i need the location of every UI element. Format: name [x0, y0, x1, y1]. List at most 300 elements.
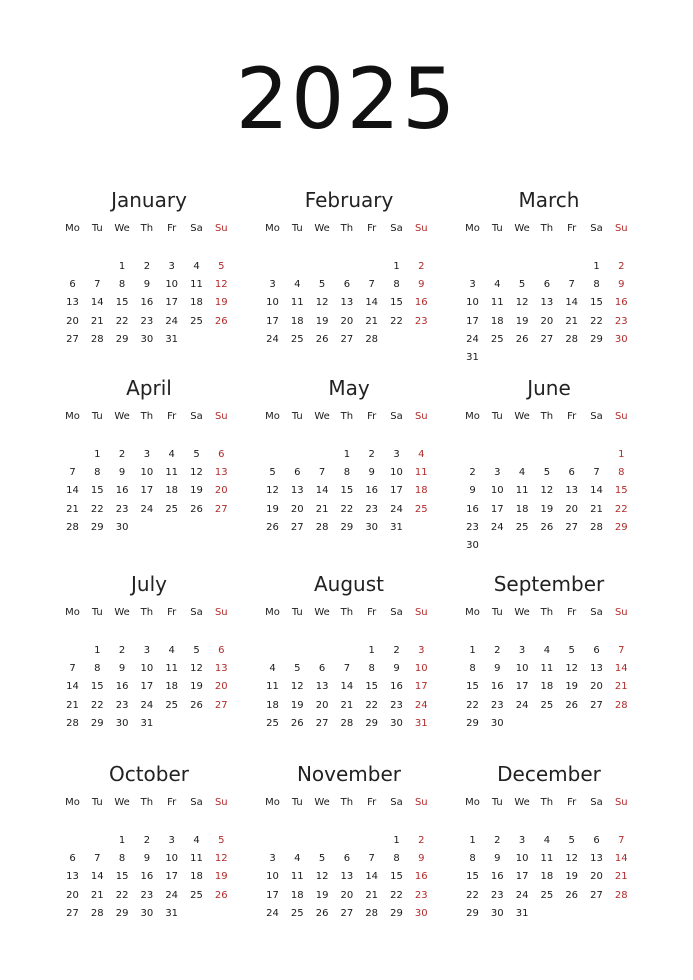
- day-cell: 22: [115, 889, 129, 901]
- day-cell: 18: [414, 485, 428, 497]
- day-cell: 22: [466, 889, 479, 901]
- day-cell: 14: [614, 663, 628, 675]
- day-cell: 20: [66, 315, 79, 327]
- weekday-header: Fr: [167, 223, 177, 234]
- weekday-header: Mo: [65, 797, 80, 808]
- day-cell: 19: [190, 681, 203, 693]
- day-cell: 22: [390, 889, 403, 901]
- day-cell: 30: [614, 333, 628, 345]
- day-cell: 28: [315, 521, 329, 533]
- day-cell: 16: [466, 503, 479, 515]
- day-cell: 3: [269, 853, 276, 865]
- day-cell: 22: [614, 503, 628, 515]
- day-cell: 9: [494, 663, 501, 675]
- day-cell: 6: [568, 467, 575, 479]
- day-cell: 2: [618, 261, 625, 272]
- day-cell: 15: [390, 871, 403, 883]
- day-cell: 31: [414, 717, 428, 729]
- day-cell: 7: [568, 279, 575, 291]
- day-cell: 25: [266, 717, 279, 729]
- day-cell: 6: [343, 279, 351, 291]
- day-cell: 1: [469, 835, 476, 846]
- day-cell: 19: [515, 315, 529, 327]
- weekday-header: We: [514, 411, 530, 422]
- day-cell: 12: [315, 297, 329, 309]
- day-cell: 7: [94, 279, 101, 291]
- day-cell: 18: [515, 503, 529, 515]
- day-cell: 1: [118, 835, 126, 846]
- day-cell: 25: [515, 521, 529, 533]
- day-cell: 4: [518, 467, 526, 479]
- weekday-header: Th: [140, 797, 154, 808]
- day-cell: 2: [368, 449, 375, 460]
- month-title: May: [328, 376, 370, 400]
- weekday-header: Mo: [65, 411, 80, 422]
- weekday-header: We: [114, 607, 130, 618]
- weekday-header: Sa: [190, 223, 203, 234]
- weekday-header: We: [314, 223, 330, 234]
- day-cell: 2: [418, 261, 425, 272]
- day-cell: 14: [365, 871, 379, 883]
- day-cell: 18: [190, 871, 203, 883]
- day-cell: 29: [590, 333, 603, 345]
- day-cell: 10: [165, 853, 179, 865]
- day-cell: 8: [343, 467, 351, 479]
- weekday-header: Sa: [390, 607, 403, 618]
- weekday-header: Mo: [465, 797, 480, 808]
- day-cell: 30: [466, 540, 479, 551]
- day-cell: 15: [340, 485, 354, 497]
- day-cell: 21: [90, 315, 104, 327]
- day-cell: 13: [340, 871, 354, 883]
- day-cell: 8: [469, 663, 476, 675]
- day-cell: 5: [294, 663, 301, 675]
- day-cell: 9: [418, 853, 425, 865]
- day-cell: 29: [390, 907, 403, 919]
- day-cell: 11: [190, 279, 203, 291]
- day-cell: 15: [466, 681, 479, 693]
- day-cell: 22: [90, 699, 104, 711]
- day-cell: 10: [266, 297, 279, 309]
- day-cell: 28: [614, 699, 628, 711]
- day-cell: 12: [266, 485, 279, 497]
- day-cell: 23: [365, 503, 379, 515]
- day-cell: 29: [115, 333, 129, 345]
- weekday-header: Tu: [91, 223, 103, 234]
- day-cell: 19: [190, 485, 203, 497]
- day-cell: 8: [118, 279, 126, 291]
- day-cell: 31: [515, 907, 529, 919]
- weekday-header: Su: [414, 411, 428, 422]
- day-cell: 4: [418, 449, 425, 460]
- day-cell: 25: [165, 699, 179, 711]
- day-cell: 14: [365, 297, 379, 309]
- weekday-header: Sa: [190, 607, 203, 618]
- month-title: April: [126, 376, 172, 400]
- weekday-header: Th: [540, 607, 554, 618]
- weekday-header: Tu: [491, 797, 503, 808]
- day-cell: 16: [490, 681, 504, 693]
- day-cell: 30: [140, 907, 154, 919]
- day-cell: 21: [365, 315, 379, 327]
- day-cell: 2: [469, 467, 476, 479]
- day-cell: 24: [390, 503, 403, 515]
- day-cell: 2: [143, 835, 151, 846]
- day-cell: 8: [618, 467, 625, 479]
- day-cell: 28: [590, 521, 603, 533]
- day-cell: 15: [365, 681, 379, 693]
- day-cell: 30: [490, 717, 504, 729]
- day-cell: 18: [190, 297, 203, 309]
- day-cell: 16: [414, 297, 428, 309]
- day-cell: 20: [340, 315, 354, 327]
- day-cell: 17: [490, 503, 504, 515]
- day-cell: 5: [218, 261, 225, 272]
- day-cell: 13: [590, 663, 603, 675]
- day-cell: 1: [343, 449, 351, 460]
- day-cell: 17: [515, 871, 529, 883]
- day-cell: 2: [418, 835, 425, 846]
- day-cell: 19: [214, 297, 228, 309]
- month-title: August: [314, 572, 384, 596]
- day-cell: 31: [466, 352, 479, 363]
- day-cell: 10: [140, 663, 154, 675]
- day-cell: 17: [515, 681, 529, 693]
- day-cell: 3: [494, 467, 501, 479]
- day-cell: 5: [269, 467, 276, 479]
- day-cell: 23: [466, 521, 479, 533]
- day-cell: 6: [218, 449, 225, 460]
- weekday-header: Su: [214, 223, 228, 234]
- day-cell: 25: [540, 699, 554, 711]
- day-cell: 8: [469, 853, 476, 865]
- day-cell: 20: [290, 503, 304, 515]
- weekday-header: Su: [614, 411, 628, 422]
- day-cell: 16: [490, 871, 504, 883]
- month-title: February: [304, 188, 394, 212]
- day-cell: 25: [190, 889, 203, 901]
- day-cell: 4: [543, 645, 551, 656]
- day-cell: 26: [190, 503, 203, 515]
- day-cell: 10: [515, 663, 529, 675]
- day-cell: 21: [90, 889, 104, 901]
- day-cell: 31: [140, 717, 154, 729]
- day-cell: 26: [214, 315, 228, 327]
- day-cell: 2: [143, 261, 151, 272]
- day-cell: 5: [568, 835, 575, 846]
- day-cell: 7: [94, 853, 101, 865]
- day-cell: 24: [266, 333, 279, 345]
- day-cell: 15: [590, 297, 603, 309]
- day-cell: 10: [266, 871, 279, 883]
- day-cell: 11: [165, 467, 179, 479]
- day-cell: 15: [466, 871, 479, 883]
- day-cell: 21: [315, 503, 329, 515]
- day-cell: 1: [94, 449, 101, 460]
- day-cell: 3: [518, 835, 526, 846]
- day-cell: 10: [390, 467, 403, 479]
- day-cell: 12: [214, 279, 228, 291]
- day-cell: 28: [66, 521, 79, 533]
- day-cell: 7: [593, 467, 600, 479]
- day-cell: 9: [118, 467, 126, 479]
- weekday-header: Su: [214, 607, 228, 618]
- weekday-header: Th: [540, 411, 554, 422]
- day-cell: 10: [165, 279, 179, 291]
- day-cell: 5: [568, 645, 575, 656]
- year-title: 2025: [235, 50, 458, 148]
- day-cell: 25: [414, 503, 428, 515]
- day-cell: 31: [165, 907, 179, 919]
- day-cell: 2: [118, 645, 126, 656]
- day-cell: 17: [140, 681, 154, 693]
- day-cell: 28: [90, 907, 104, 919]
- day-cell: 19: [315, 889, 329, 901]
- day-cell: 17: [266, 315, 279, 327]
- day-cell: 4: [494, 279, 501, 291]
- day-cell: 14: [590, 485, 603, 497]
- day-cell: 28: [365, 907, 379, 919]
- day-cell: 20: [214, 485, 228, 497]
- day-cell: 26: [190, 699, 203, 711]
- day-cell: 2: [494, 835, 501, 846]
- day-cell: 23: [115, 503, 129, 515]
- day-cell: 26: [565, 889, 579, 901]
- day-cell: 8: [94, 467, 101, 479]
- day-cell: 27: [540, 333, 554, 345]
- weekday-header: Mo: [465, 607, 480, 618]
- day-cell: 24: [414, 699, 428, 711]
- day-cell: 14: [315, 485, 329, 497]
- day-cell: 30: [365, 521, 379, 533]
- day-cell: 17: [266, 889, 279, 901]
- day-cell: 19: [565, 681, 579, 693]
- weekday-header: Su: [414, 607, 428, 618]
- day-cell: 4: [168, 449, 175, 460]
- day-cell: 23: [140, 889, 154, 901]
- day-cell: 25: [490, 333, 504, 345]
- weekday-header: We: [314, 797, 330, 808]
- day-cell: 30: [490, 907, 504, 919]
- day-cell: 10: [466, 297, 479, 309]
- day-cell: 11: [165, 663, 179, 675]
- day-cell: 13: [214, 663, 228, 675]
- day-cell: 28: [365, 333, 379, 345]
- weekday-header: Th: [140, 223, 154, 234]
- day-cell: 5: [193, 449, 200, 460]
- day-cell: 17: [165, 297, 179, 309]
- day-cell: 19: [214, 871, 228, 883]
- day-cell: 22: [466, 699, 479, 711]
- day-cell: 5: [518, 279, 526, 291]
- weekday-header: Su: [614, 607, 628, 618]
- day-cell: 7: [368, 853, 375, 865]
- day-cell: 7: [69, 467, 76, 479]
- day-cell: 11: [540, 663, 554, 675]
- day-cell: 11: [515, 485, 529, 497]
- day-cell: 10: [515, 853, 529, 865]
- day-cell: 20: [315, 699, 329, 711]
- day-cell: 3: [168, 261, 175, 272]
- day-cell: 9: [494, 853, 501, 865]
- day-cell: 2: [118, 449, 126, 460]
- day-cell: 9: [368, 467, 375, 479]
- weekday-header: We: [514, 223, 530, 234]
- day-cell: 5: [318, 853, 326, 865]
- day-cell: 4: [193, 261, 200, 272]
- day-cell: 3: [143, 449, 151, 460]
- day-cell: 17: [414, 681, 428, 693]
- weekday-header: Tu: [91, 797, 103, 808]
- day-cell: 12: [190, 663, 203, 675]
- day-cell: 28: [565, 333, 579, 345]
- day-cell: 18: [490, 315, 504, 327]
- weekday-header: Sa: [590, 411, 603, 422]
- weekday-header: We: [114, 797, 130, 808]
- day-cell: 12: [190, 467, 203, 479]
- day-cell: 21: [66, 699, 79, 711]
- day-cell: 14: [614, 853, 628, 865]
- day-cell: 30: [115, 717, 129, 729]
- day-cell: 15: [115, 871, 129, 883]
- day-cell: 6: [69, 853, 76, 865]
- day-cell: 20: [214, 681, 228, 693]
- day-cell: 10: [140, 467, 154, 479]
- day-cell: 4: [294, 853, 301, 865]
- day-cell: 24: [515, 699, 529, 711]
- day-cell: 16: [614, 297, 628, 309]
- weekday-header: Fr: [167, 411, 177, 422]
- day-cell: 24: [140, 699, 154, 711]
- day-cell: 22: [365, 699, 379, 711]
- day-cell: 26: [540, 521, 554, 533]
- day-cell: 16: [115, 681, 129, 693]
- day-cell: 20: [540, 315, 554, 327]
- weekday-header: Tu: [291, 607, 303, 618]
- day-cell: 2: [393, 645, 400, 656]
- weekday-header: Tu: [291, 411, 303, 422]
- day-cell: 26: [315, 333, 329, 345]
- day-cell: 23: [115, 699, 129, 711]
- day-cell: 23: [390, 699, 403, 711]
- day-cell: 11: [540, 853, 554, 865]
- day-cell: 1: [94, 645, 101, 656]
- day-cell: 27: [590, 889, 603, 901]
- day-cell: 9: [118, 663, 126, 675]
- day-cell: 7: [318, 467, 326, 479]
- month-title: January: [111, 188, 187, 212]
- weekday-header: Tu: [491, 607, 503, 618]
- weekday-header: Su: [614, 223, 628, 234]
- day-cell: 27: [590, 699, 603, 711]
- weekday-header: Fr: [367, 797, 377, 808]
- day-cell: 27: [66, 907, 79, 919]
- day-cell: 21: [565, 315, 579, 327]
- weekday-header: Sa: [590, 607, 603, 618]
- weekday-header: We: [314, 411, 330, 422]
- day-cell: 3: [168, 835, 175, 846]
- day-cell: 30: [140, 333, 154, 345]
- day-cell: 25: [540, 889, 554, 901]
- day-cell: 1: [393, 835, 400, 846]
- day-cell: 24: [515, 889, 529, 901]
- day-cell: 24: [466, 333, 479, 345]
- day-cell: 17: [390, 485, 403, 497]
- day-cell: 18: [540, 871, 554, 883]
- day-cell: 26: [266, 521, 279, 533]
- day-cell: 22: [390, 315, 403, 327]
- day-cell: 31: [165, 333, 179, 345]
- day-cell: 15: [390, 297, 403, 309]
- weekday-header: Sa: [390, 797, 403, 808]
- day-cell: 12: [315, 871, 329, 883]
- weekday-header: Tu: [291, 797, 303, 808]
- weekday-header: Mo: [265, 411, 280, 422]
- day-cell: 11: [414, 467, 428, 479]
- day-cell: 21: [614, 871, 628, 883]
- day-cell: 4: [269, 663, 276, 675]
- day-cell: 25: [190, 315, 203, 327]
- weekday-header: Sa: [590, 223, 603, 234]
- weekday-header: Fr: [567, 797, 577, 808]
- weekday-header: Fr: [367, 411, 377, 422]
- day-cell: 25: [290, 907, 304, 919]
- day-cell: 20: [340, 889, 354, 901]
- day-cell: 28: [66, 717, 79, 729]
- weekday-header: Mo: [265, 797, 280, 808]
- day-cell: 6: [593, 835, 600, 846]
- day-cell: 19: [266, 503, 279, 515]
- day-cell: 26: [565, 699, 579, 711]
- day-cell: 19: [290, 699, 304, 711]
- day-cell: 20: [66, 889, 79, 901]
- day-cell: 15: [115, 297, 129, 309]
- weekday-header: We: [114, 411, 130, 422]
- month-title: March: [518, 188, 580, 212]
- day-cell: 27: [340, 907, 354, 919]
- day-cell: 4: [294, 279, 301, 291]
- day-cell: 24: [140, 503, 154, 515]
- day-cell: 19: [565, 871, 579, 883]
- day-cell: 21: [340, 699, 354, 711]
- day-cell: 16: [115, 485, 129, 497]
- day-cell: 28: [340, 717, 354, 729]
- day-cell: 9: [393, 663, 400, 675]
- day-cell: 9: [143, 853, 151, 865]
- day-cell: 22: [90, 503, 104, 515]
- day-cell: 8: [393, 279, 400, 291]
- day-cell: 20: [565, 503, 579, 515]
- day-cell: 22: [115, 315, 129, 327]
- day-cell: 17: [466, 315, 479, 327]
- weekday-header: Fr: [367, 223, 377, 234]
- day-cell: 9: [143, 279, 151, 291]
- day-cell: 15: [614, 485, 628, 497]
- day-cell: 11: [190, 853, 203, 865]
- weekday-header: Th: [140, 411, 154, 422]
- weekday-header: Tu: [491, 411, 503, 422]
- month-title: June: [527, 376, 571, 400]
- day-cell: 27: [340, 333, 354, 345]
- weekday-header: Mo: [465, 411, 480, 422]
- day-cell: 18: [290, 889, 304, 901]
- day-cell: 27: [315, 717, 329, 729]
- day-cell: 19: [540, 503, 554, 515]
- weekday-header: We: [514, 797, 530, 808]
- day-cell: 9: [618, 279, 625, 291]
- month-title: November: [296, 762, 402, 786]
- weekday-header: Sa: [390, 223, 403, 234]
